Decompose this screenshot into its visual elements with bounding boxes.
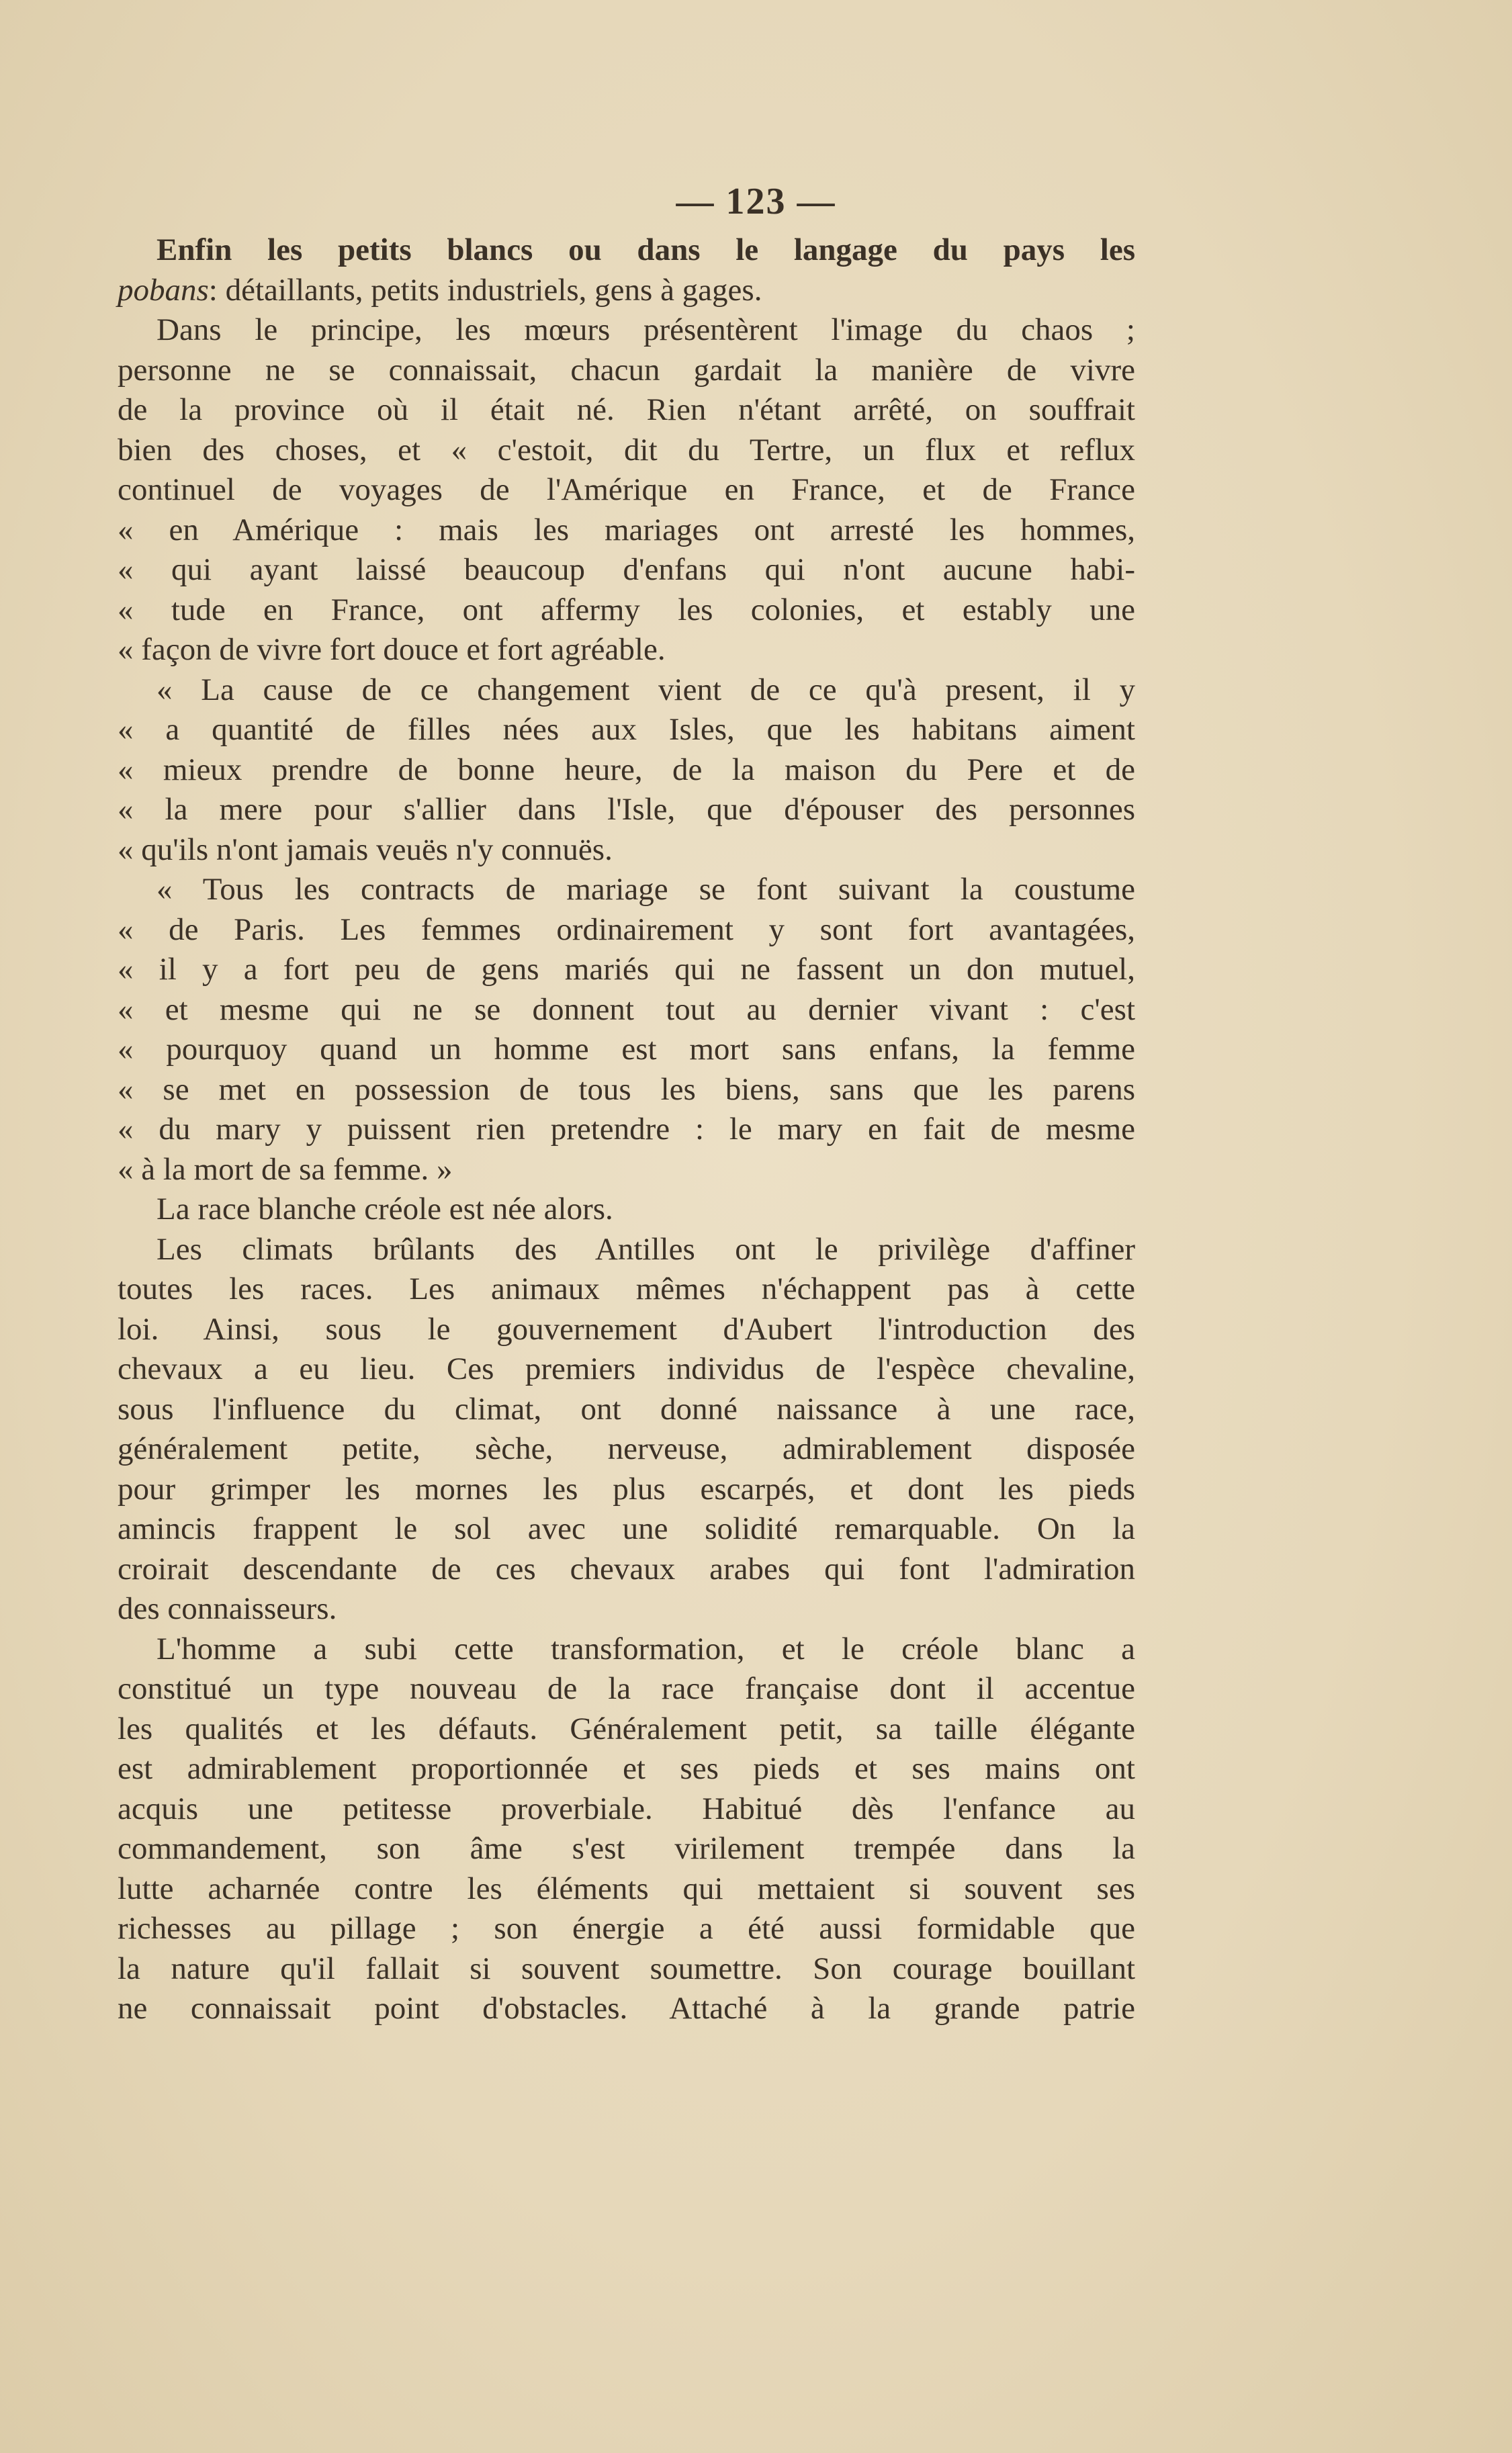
text-line: « il y a fort peu de gens mariés qui ne fassent un don mutuel, [118, 952, 1135, 987]
text-line: personne ne se connaissait, chacun gardait la manière de vivre [118, 352, 1135, 388]
italic-term: pobans [118, 272, 209, 308]
text-line: généralement petite, sèche, nerveuse, admirablement disposée [118, 1431, 1135, 1466]
text-line: pour grimper les mornes les plus escarpés, et dont les pieds [118, 1471, 1135, 1507]
text-line: amincis frappent le sol avec une solidité remarquable. On la [118, 1511, 1135, 1546]
text-line: richesses au pillage ; son énergie a été aussi formidable que [118, 1911, 1135, 1946]
body-text [118, 230, 1135, 2029]
page-number: — 123 — [676, 181, 836, 222]
text-line: est admirablement proportionnée et ses pieds et ses mains ont [118, 1751, 1135, 1786]
text-line: loi. Ainsi, sous le gouvernement d'Aubert l'introduction des [118, 1311, 1135, 1347]
text-line: « pourquoy quand un homme est mort sans enfans, la femme [118, 1032, 1135, 1067]
text-line: « façon de vivre fort douce et fort agréable. [118, 632, 666, 667]
text-line: toutes les races. Les animaux mêmes n'échappent pas à cette [118, 1272, 1135, 1306]
text-line: « qui ayant laissé beaucoup d'enfans qui n'ont aucune habi- [118, 552, 1135, 587]
text-line: « et mesme qui ne se donnent tout au dernier vivant : c'est [118, 991, 1135, 1027]
text-line: Les climats brûlants des Antilles ont le privilège d'affiner [157, 1231, 1135, 1267]
text-line: de la province où il était né. Rien n'étant arrêté, on souffrait [118, 392, 1135, 427]
text-line: « la mere pour s'allier dans l'Isle, que d'épouser des personnes [118, 792, 1135, 827]
text-line: « Tous les contracts de mariage se font suivant la coustume [157, 872, 1135, 907]
text-line: ne connaissait point d'obstacles. Attaché à la grande patrie [118, 1991, 1135, 2026]
text-line: la nature qu'il fallait si souvent soumettre. Son courage bouillant [118, 1951, 1135, 1986]
text-line [118, 271, 1135, 311]
text-line: « à la mort de sa femme. » [118, 1151, 453, 1187]
text-line: commandement, son âme s'est virilement trempée dans la [118, 1831, 1135, 1866]
text-line: des connaisseurs. [118, 1591, 337, 1626]
text-line: « a quantité de filles nées aux Isles, que les habitans aiment [118, 712, 1135, 747]
text-line: lutte acharnée contre les éléments qui mettaient si souvent ses [118, 1871, 1135, 1906]
text-line: continuel de voyages de l'Amérique en France, et de France [118, 472, 1135, 507]
text-line: chevaux a eu lieu. Ces premiers individus de l'espèce chevaline, [118, 1351, 1135, 1386]
text-line: « qu'ils n'ont jamais veuës n'y connuës. [118, 832, 613, 867]
text-line: croirait descendante de ces chevaux arabes qui font l'admiration [118, 1551, 1135, 1587]
text-line: sous l'influence du climat, ont donné naissance à une race, [118, 1391, 1135, 1427]
text-line: « La cause de ce changement vient de ce qu'à present, il y [157, 672, 1135, 707]
text-line: acquis une petitesse proverbiale. Habitué dès l'enfance au [118, 1791, 1135, 1826]
text-line: L'homme a subi cette transformation, et le créole blanc a [157, 1631, 1135, 1666]
text-line: « se met en possession de tous les biens, sans que les parens [118, 1071, 1135, 1107]
text-line: « tude en France, ont affermy les colonies, et estably une [118, 592, 1135, 627]
text-line: constitué un type nouveau de la race française dont il accentue [118, 1671, 1135, 1706]
text-line: « du mary y puissent rien pretendre : le mary en fait de mesme [118, 1112, 1135, 1147]
text-line: Dans le principe, les mœurs présentèrent l'image du chaos ; [157, 312, 1135, 347]
text-line-rest: : détaillants, petits industriels, gens à gages. [208, 272, 762, 308]
text-line: La race blanche créole est née alors. [157, 1192, 613, 1226]
text-line: « en Amérique : mais les mariages ont arresté les hommes, [118, 512, 1135, 547]
text-line: « mieux prendre de bonne heure, de la maison du Pere et de [118, 752, 1135, 787]
text-line: « de Paris. Les femmes ordinairement y sont fort avantagées, [118, 911, 1135, 947]
text-line: les qualités et les défauts. Généralement petit, sa taille élégante [118, 1711, 1135, 1746]
text-line: Enfin les petits blancs ou dans le langage du pays les [157, 232, 1135, 267]
text-line: bien des choses, et « c'estoit, dit du Tertre, un flux et reflux [118, 432, 1135, 467]
